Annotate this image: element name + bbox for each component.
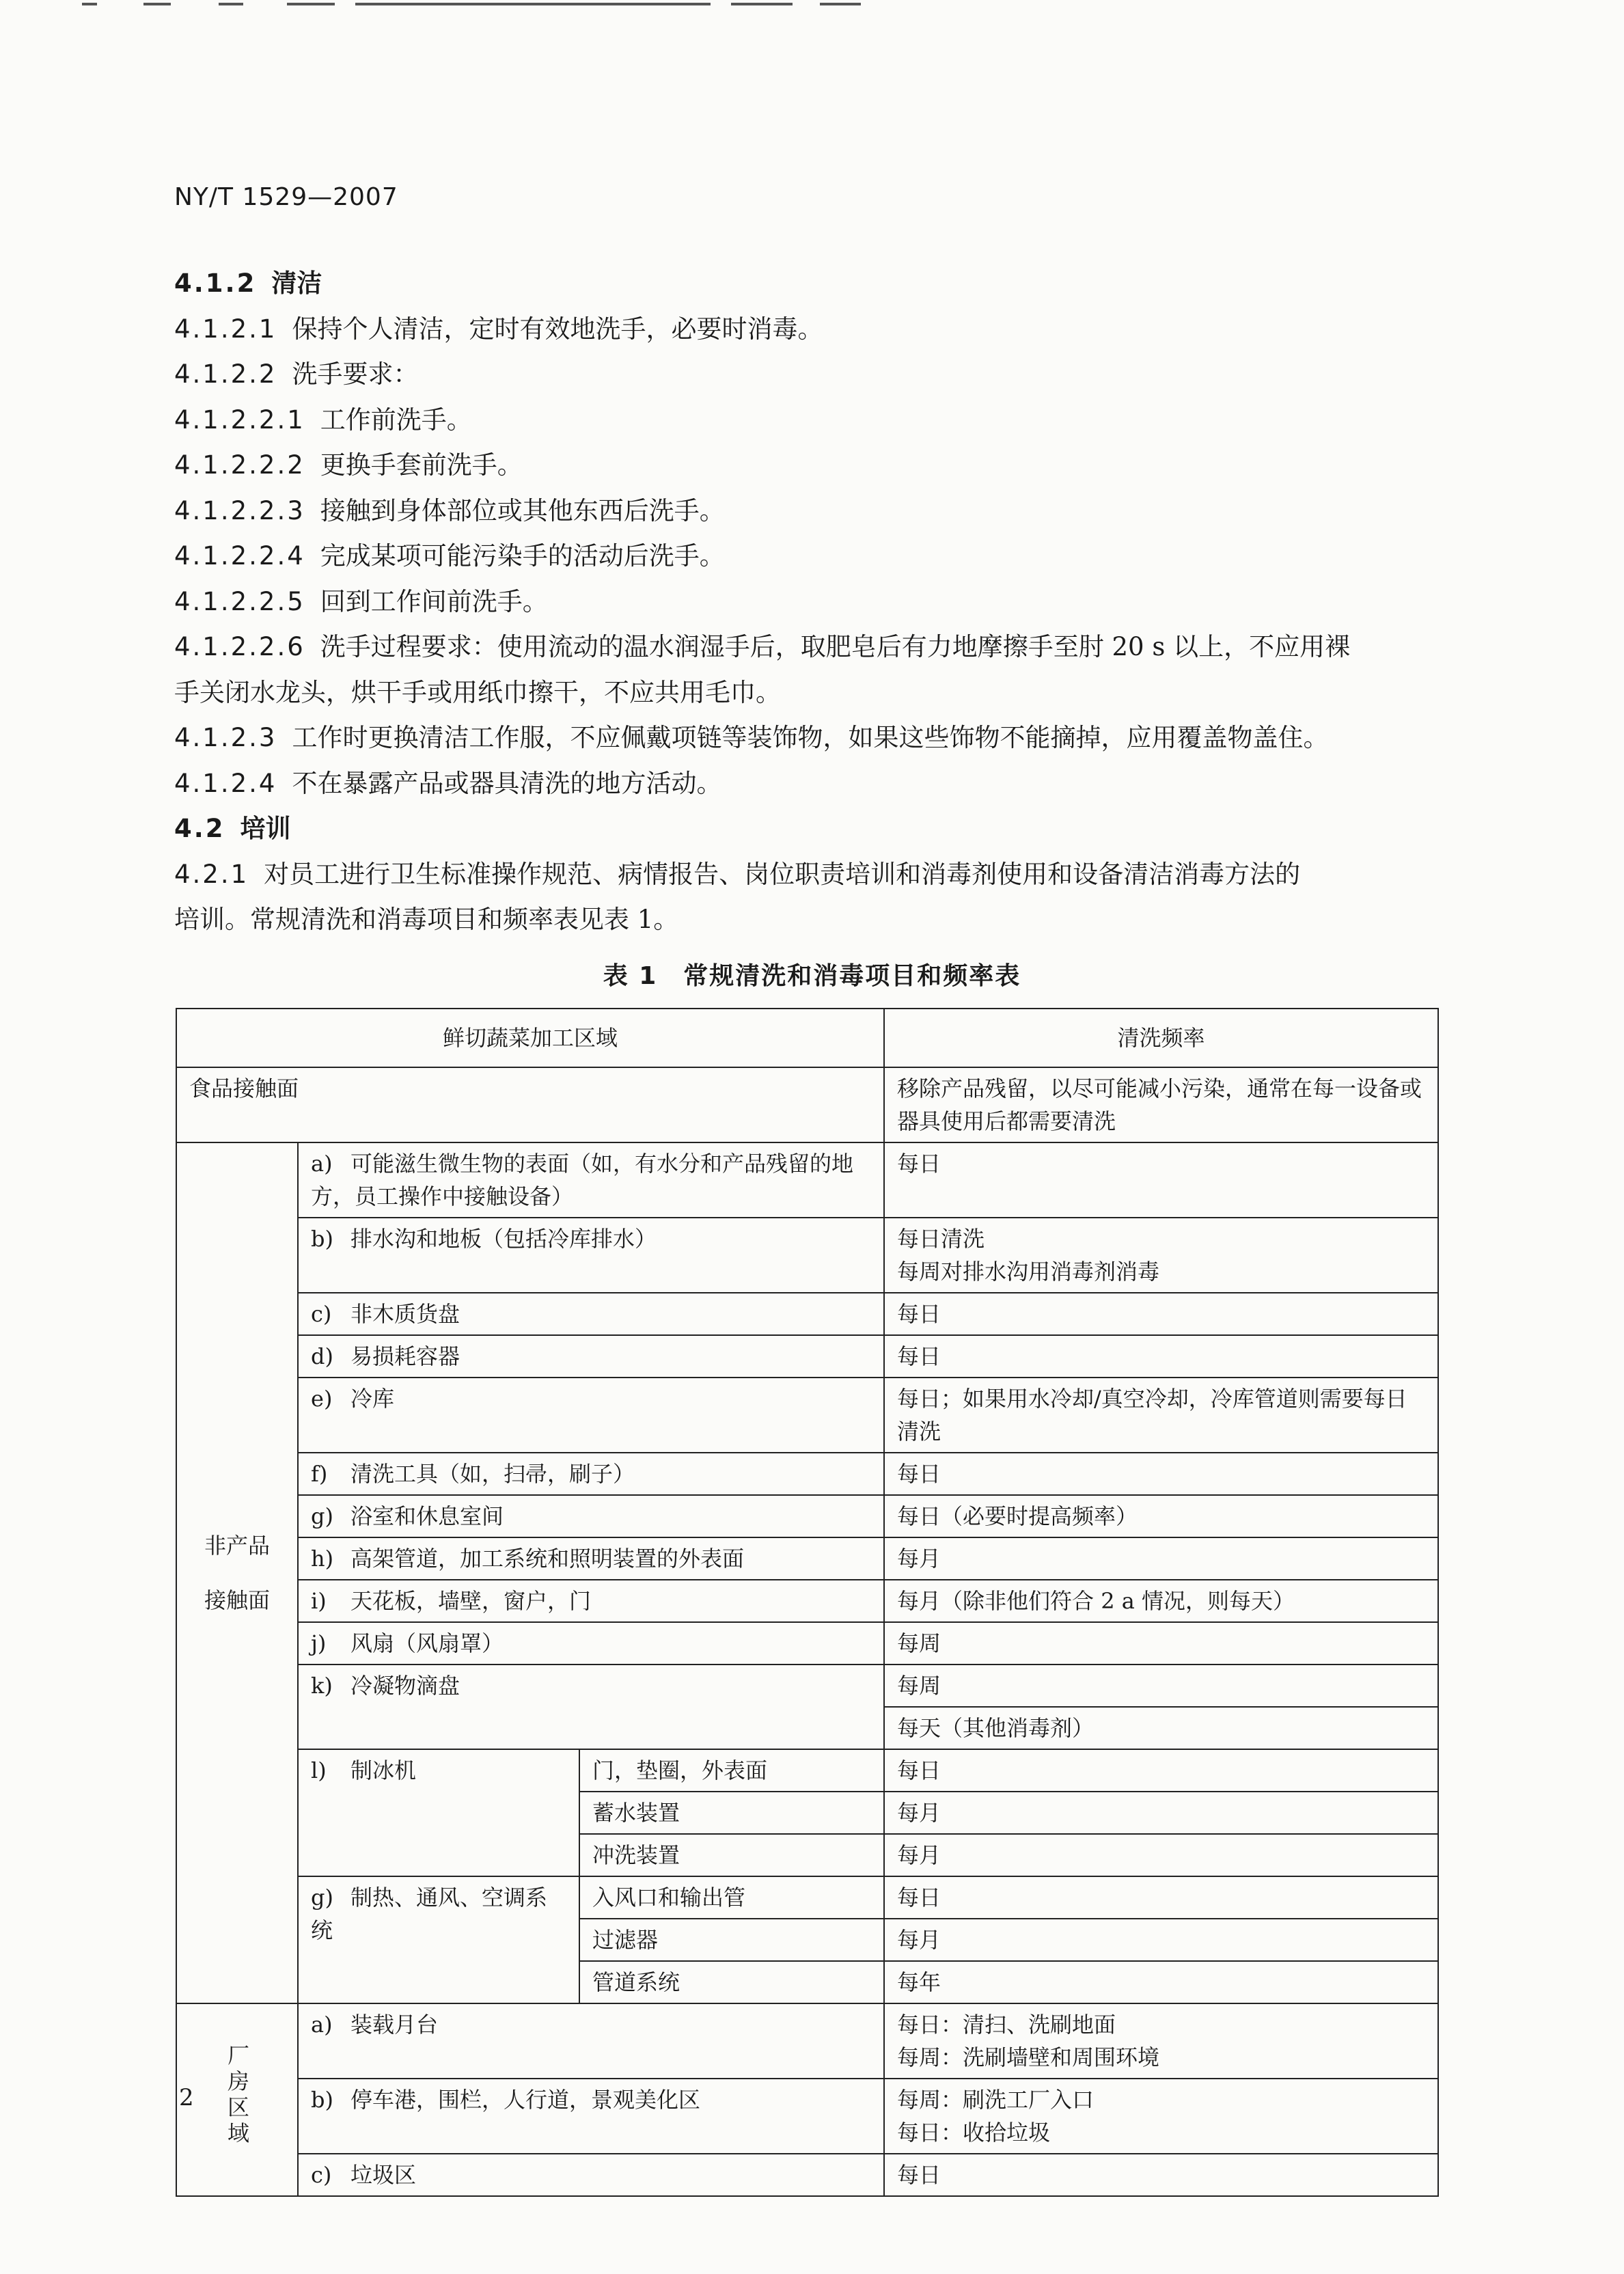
item-cell <box>298 1293 884 1335</box>
clause-number: 4.1.2.2.2 <box>174 450 305 480</box>
sub-part-cell: 入风口和输出管 <box>579 1876 884 1919</box>
item-key: h) <box>311 1546 334 1572</box>
item-cell <box>298 1218 884 1293</box>
table-header-row <box>176 1009 1438 1067</box>
non-product-group: 非产品接触面 <box>176 1142 298 2003</box>
clause-text: 更换手套前洗手。 <box>320 450 523 480</box>
clause-text: 回到工作间前洗手。 <box>320 586 548 616</box>
food-contact-freq: 移除产品残留，以尽可能减小污染，通常在每一设备或器具使用后都需要清洗 <box>884 1067 1438 1142</box>
item-key: i) <box>311 1588 327 1614</box>
food-contact-label: 食品接触面 <box>176 1067 884 1142</box>
clause-number: 4.1.2.2.6 <box>174 632 305 661</box>
text-line <box>174 670 1459 715</box>
clause-text: 清洁 <box>271 269 322 298</box>
frequency-cell: 每日 <box>884 1749 1438 1792</box>
frequency-cell: 每月 <box>884 1919 1438 1961</box>
item-text: 天花板，墙壁，窗户，门 <box>350 1588 592 1614</box>
frequency-cell: 每日；如果用水冷却/真空冷却，冷库管道则需要每日清洗 <box>884 1378 1438 1453</box>
table-row <box>176 1495 1438 1537</box>
item-key: a) <box>311 2012 333 2038</box>
frequency-cell: 每日清洗 每周对排水沟用消毒剂消毒 <box>884 1218 1438 1293</box>
item-cell <box>298 1749 579 1876</box>
clause-number: 4.1.2.2 <box>174 359 277 389</box>
plant-area-group <box>176 2003 298 2196</box>
item-key: c) <box>311 2162 332 2188</box>
frequency-line: 每日：收拾垃圾 <box>897 2120 1051 2146</box>
item-key: b) <box>311 2087 333 2113</box>
item-cell <box>298 1335 884 1378</box>
frequency-cell: 每周 <box>884 1622 1438 1665</box>
text-line <box>174 625 1459 670</box>
item-cell <box>298 1622 884 1665</box>
item-key: a) <box>311 1151 333 1177</box>
clause-number: 4.1.2.2.1 <box>174 405 305 435</box>
item-text: 风扇（风扇罩） <box>350 1630 504 1656</box>
item-text: 高架管道，加工系统和照明装置的外表面 <box>350 1546 745 1572</box>
sub-part-cell: 管道系统 <box>579 1961 884 2003</box>
item-text: 非木质货盘 <box>350 1301 460 1327</box>
clause-number: 4.1.2.3 <box>174 723 277 752</box>
frequency-cell: 每周 <box>884 1665 1438 1707</box>
frequency-cell: 每月 <box>884 1792 1438 1834</box>
item-key: f) <box>311 1461 328 1487</box>
text-line <box>174 534 1459 579</box>
table-row <box>176 2079 1438 2154</box>
top-scan-marks <box>82 0 868 14</box>
sub-part-cell: 蓄水装置 <box>579 1792 884 1834</box>
item-text: 清洗工具（如，扫帚，刷子） <box>350 1461 635 1487</box>
item-cell <box>298 1495 884 1537</box>
frequency-cell <box>884 2079 1438 2154</box>
item-cell <box>298 2003 884 2079</box>
frequency-line: 每日：清扫、洗刷地面 <box>897 2012 1116 2038</box>
sub-part-cell: 过滤器 <box>579 1919 884 1961</box>
item-cell <box>298 2154 884 2196</box>
item-text: 制冰机 <box>350 1757 417 1783</box>
frequency-line: 每日 <box>897 2162 941 2188</box>
table-row <box>176 2003 1438 2079</box>
table-row <box>176 1218 1438 1293</box>
text-line <box>174 806 1459 851</box>
text-line <box>174 489 1459 534</box>
item-text: 装载月台 <box>350 2012 439 2038</box>
frequency-cell: 每天（其他消毒剂） <box>884 1707 1438 1749</box>
text-line <box>174 579 1459 625</box>
clause-text: 对员工进行卫生标准操作规范、病情报告、岗位职责培训和消毒剂使用和设备清洁消毒方法的 <box>264 859 1301 889</box>
item-cell <box>298 1665 884 1749</box>
item-key: j) <box>311 1630 327 1656</box>
table-row <box>176 1622 1438 1665</box>
item-cell <box>298 1378 884 1453</box>
text-line <box>174 261 1459 306</box>
sub-part-cell: 门，垫圈，外表面 <box>579 1749 884 1792</box>
item-cell <box>298 2079 884 2154</box>
frequency-cell <box>884 2003 1438 2079</box>
item-cell <box>298 1580 884 1622</box>
clause-text: 工作时更换清洁工作服，不应佩戴项链等装饰物，如果这些饰物不能摘掉，应用覆盖物盖住。 <box>292 723 1329 752</box>
frequency-cell: 每日（必要时提高频率） <box>884 1495 1438 1537</box>
clause-number: 4.1.2.2.4 <box>174 541 305 571</box>
item-cell <box>298 1142 884 1218</box>
clause-number: 4.2.1 <box>174 859 249 889</box>
clause-text: 不在暴露产品或器具清洗的地方活动。 <box>292 768 722 798</box>
table-row <box>176 1876 1438 1919</box>
table-row <box>176 2154 1438 2196</box>
frequency-cell: 每日 <box>884 1453 1438 1495</box>
clause-number: 4.1.2.4 <box>174 768 277 798</box>
header-area: 鲜切蔬菜加工区域 <box>176 1009 884 1067</box>
item-text: 制热、通风、空调系统 <box>311 1885 548 1943</box>
clause-number: 4.1.2.2.5 <box>174 586 305 616</box>
item-text: 可能滋生微生物的表面（如，有水分和产品残留的地方，员工操作中接触设备） <box>311 1151 854 1209</box>
table-row <box>176 1335 1438 1378</box>
item-text: 冷凝物滴盘 <box>350 1673 460 1699</box>
clause-text: 完成某项可能污染手的活动后洗手。 <box>320 541 725 571</box>
clause-text: 洗手要求： <box>292 359 419 389</box>
item-key: k) <box>311 1673 333 1699</box>
table-row <box>176 1749 1438 1792</box>
frequency-cell: 每日 <box>884 1335 1438 1378</box>
clause-number: 4.2 <box>174 814 225 843</box>
item-text: 易损耗容器 <box>350 1343 460 1369</box>
frequency-cell <box>884 2154 1438 2196</box>
text-line <box>174 443 1459 488</box>
item-key: d) <box>311 1343 333 1369</box>
frequency-cell: 每月 <box>884 1834 1438 1876</box>
frequency-cell: 每年 <box>884 1961 1438 2003</box>
item-key: e) <box>311 1386 333 1412</box>
clause-text: 培训。常规清洗和消毒项目和频率表见表 1。 <box>174 905 679 934</box>
table-row <box>176 1537 1438 1580</box>
text-line <box>174 352 1459 397</box>
item-key: b) <box>311 1226 333 1252</box>
clause-number: 4.1.2 <box>174 269 257 298</box>
table-title: 表 1 常规清洗和消毒项目和频率表 <box>603 962 1021 990</box>
table-row <box>176 1378 1438 1453</box>
item-text: 垃圾区 <box>350 2162 417 2188</box>
frequency-cell: 每月（除非他们符合 2 a 情况，则每天） <box>884 1580 1438 1622</box>
standard-code: NY/T 1529—2007 <box>174 183 398 211</box>
text-line <box>174 852 1459 897</box>
table-row <box>176 1580 1438 1622</box>
frequency-cell: 每日 <box>884 1293 1438 1335</box>
frequency-cell: 每日 <box>884 1876 1438 1919</box>
frequency-cell: 每日 <box>884 1142 1438 1218</box>
item-text: 冷库 <box>350 1386 395 1412</box>
table-row <box>176 1665 1438 1707</box>
cleaning-frequency-table <box>176 1008 1439 2197</box>
page-number: 2 <box>179 2084 194 2111</box>
frequency-line: 每周：洗刷墙壁和周围环境 <box>897 2044 1160 2070</box>
text-line <box>174 897 1459 942</box>
text-line <box>174 715 1459 761</box>
clause-number: 4.1.2.2.3 <box>174 495 305 525</box>
item-cell <box>298 1876 579 2003</box>
plant-area-label: 厂房区域 <box>224 2043 250 2148</box>
frequency-line: 每周：刷洗工厂入口 <box>897 2087 1095 2113</box>
table-row <box>176 1293 1438 1335</box>
header-frequency: 清洗频率 <box>884 1009 1438 1067</box>
clause-text: 接触到身体部位或其他东西后洗手。 <box>320 495 725 525</box>
item-cell <box>298 1453 884 1495</box>
table-row <box>176 1067 1438 1142</box>
item-key: g) <box>311 1885 333 1910</box>
item-cell <box>298 1537 884 1580</box>
clause-text: 手关闭水龙头，烘干手或用纸巾擦干，不应共用毛巾。 <box>174 677 781 707</box>
clause-text: 洗手过程要求：使用流动的温水润湿手后，取肥皂后有力地摩擦手至肘 20 s 以上，不应用裸 <box>320 632 1351 661</box>
item-text: 浴室和休息室间 <box>350 1503 504 1529</box>
text-line <box>174 761 1459 806</box>
sub-part-cell: 冲洗装置 <box>579 1834 884 1876</box>
item-key: g) <box>311 1503 333 1529</box>
table-row <box>176 1453 1438 1495</box>
item-text: 排水沟和地板（包括冷库排水） <box>350 1226 657 1252</box>
text-line <box>174 307 1459 352</box>
item-key: l) <box>311 1757 327 1783</box>
item-key: c) <box>311 1301 332 1327</box>
clause-text: 保持个人清洁，定时有效地洗手，必要时消毒。 <box>292 314 823 344</box>
text-line <box>174 398 1459 443</box>
clause-number: 4.1.2.1 <box>174 314 277 344</box>
table-row <box>176 1142 1438 1218</box>
clause-text: 培训 <box>240 814 291 843</box>
item-text: 停车港，围栏，人行道，景观美化区 <box>350 2087 701 2113</box>
clause-text: 工作前洗手。 <box>320 405 472 435</box>
frequency-cell: 每月 <box>884 1537 1438 1580</box>
